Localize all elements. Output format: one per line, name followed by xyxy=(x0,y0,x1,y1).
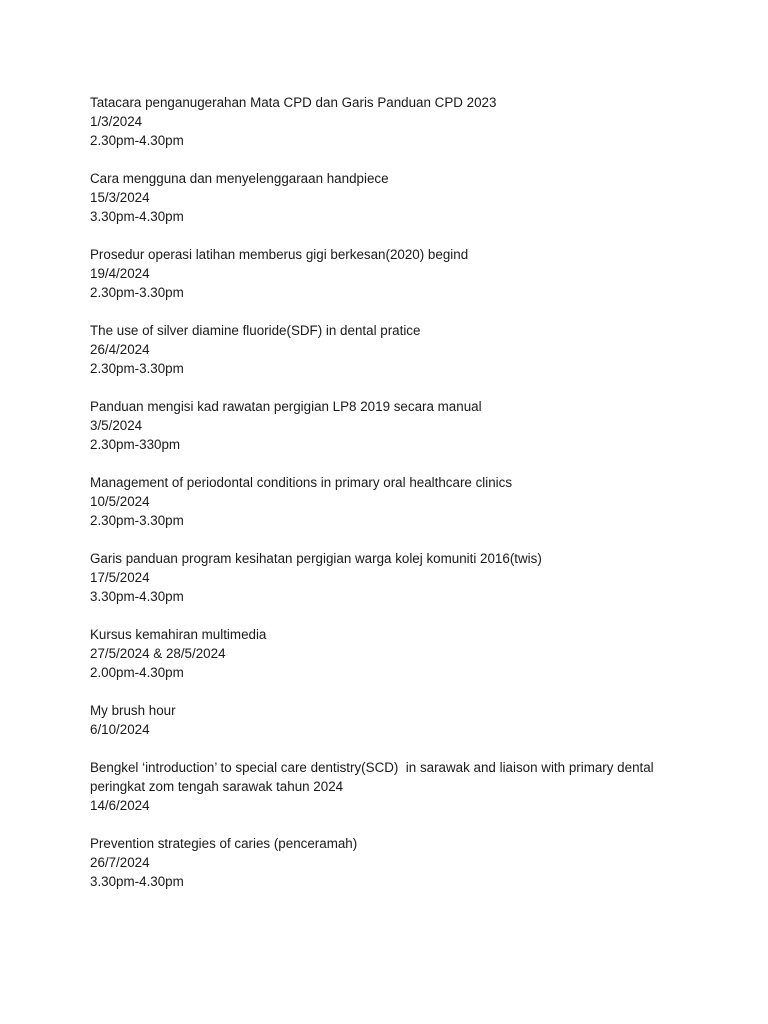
entry-detail-line: 2.30pm-4.30pm xyxy=(90,133,184,148)
entry-detail-line: 3.30pm-4.30pm xyxy=(90,209,184,224)
schedule-entry xyxy=(90,834,690,891)
entry-title: My brush hour xyxy=(90,703,176,718)
entry-detail-line: 3.30pm-4.30pm xyxy=(90,874,184,889)
entry-detail-line: peringkat zom tengah sarawak tahun 2024 xyxy=(90,779,344,794)
entry-title: Tatacara penganugerahan Mata CPD dan Garis Panduan CPD 2023 xyxy=(90,95,497,110)
entry-title: Garis panduan program kesihatan pergigian warga kolej komuniti 2016(twis) xyxy=(90,551,542,566)
entry-detail-line: 2.30pm-3.30pm xyxy=(90,513,184,528)
schedule-entry xyxy=(90,758,690,815)
entry-detail-line: 1/3/2024 xyxy=(90,114,143,129)
schedule-entry xyxy=(90,169,690,226)
schedule-entry xyxy=(90,245,690,302)
entry-title: Panduan mengisi kad rawatan pergigian LP8 2019 secara manual xyxy=(90,399,482,414)
entry-detail-line: 3/5/2024 xyxy=(90,418,143,433)
entry-detail-line: 14/6/2024 xyxy=(90,798,150,813)
entry-detail-line: 2.30pm-3.30pm xyxy=(90,361,184,376)
entry-detail-line: 2.30pm-330pm xyxy=(90,437,181,452)
schedule-entry xyxy=(90,93,690,150)
entry-title: Prosedur operasi latihan memberus gigi berkesan(2020) begind xyxy=(90,247,469,262)
schedule-entry xyxy=(90,625,690,682)
schedule-entry xyxy=(90,701,690,739)
entry-detail-line: 27/5/2024 & 28/5/2024 xyxy=(90,646,226,661)
entry-detail-line: 17/5/2024 xyxy=(90,570,150,585)
entry-detail-line: 10/5/2024 xyxy=(90,494,150,509)
entry-title: Bengkel ‘introduction’ to special care dentistry(SCD) in sarawak and liaison with primary dental xyxy=(90,760,654,775)
entry-title: The use of silver diamine fluoride(SDF) in dental pratice xyxy=(90,323,421,338)
entry-detail-line: 15/3/2024 xyxy=(90,190,150,205)
entry-detail-line: 26/7/2024 xyxy=(90,855,150,870)
schedule-entry xyxy=(90,473,690,530)
schedule-entry xyxy=(90,549,690,606)
entry-title: Cara mengguna dan menyelenggaraan handpiece xyxy=(90,171,389,186)
entry-title: Management of periodontal conditions in primary oral healthcare clinics xyxy=(90,475,513,490)
document-body xyxy=(90,93,690,910)
schedule-entry xyxy=(90,397,690,454)
entry-detail-line: 2.00pm-4.30pm xyxy=(90,665,184,680)
entry-detail-line: 26/4/2024 xyxy=(90,342,150,357)
entry-title: Prevention strategies of caries (penceramah) xyxy=(90,836,358,851)
entry-detail-line: 19/4/2024 xyxy=(90,266,150,281)
schedule-entry xyxy=(90,321,690,378)
entry-detail-line: 2.30pm-3.30pm xyxy=(90,285,184,300)
entry-title: Kursus kemahiran multimedia xyxy=(90,627,267,642)
entry-detail-line: 3.30pm-4.30pm xyxy=(90,589,184,604)
entry-detail-line: 6/10/2024 xyxy=(90,722,150,737)
